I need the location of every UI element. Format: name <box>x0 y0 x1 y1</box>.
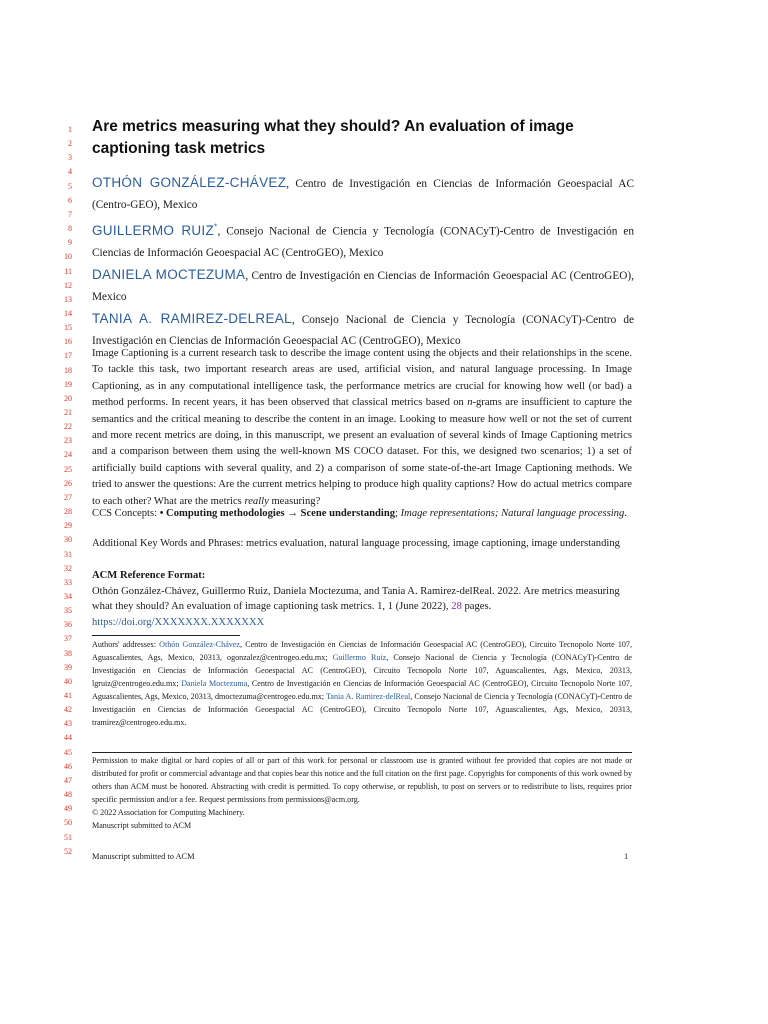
address-author-link[interactable]: Daniela Moctezuma <box>181 679 248 688</box>
page-count-link[interactable]: 28 <box>451 601 462 612</box>
line-number: 16 <box>64 337 72 347</box>
author-name: OTHÓN GONZÁLEZ-CHÁVEZ <box>92 175 287 190</box>
line-number: 25 <box>64 464 72 474</box>
line-number: 51 <box>64 832 72 842</box>
line-number: 5 <box>68 181 72 191</box>
line-number: 4 <box>68 167 72 177</box>
acm-reference <box>92 568 632 630</box>
author-affiliation: , Consejo Nacional de Ciencia y Tecnología (CONACyT)-Centro de Investigación en Ciencias de Información Geoespacial AC (CentroGEO), Mexico <box>92 225 634 259</box>
submitted-line: Manuscript submitted to ACM <box>92 821 192 830</box>
author-entry <box>92 172 634 216</box>
address-text: , Consejo Nacional de Ciencia y Tecnología (CONACyT)-Centro de Investigación en Ciencias de Información Geoespacial AC (CentroGEO), Circuito Tecnopolo Norte 107, Aguascalientes, Ags, Mexico, 20313, lgruiz@centrogeo.edu.mx; <box>92 653 633 688</box>
line-number: 15 <box>64 323 72 333</box>
addresses-prefix: Authors' addresses: <box>92 640 160 649</box>
author-name: TANIA A. RAMIREZ-DELREAL <box>92 310 292 326</box>
author-affiliation: , Consejo Nacional de Ciencia y Tecnología (CONACyT)-Centro de Investigación en Ciencias de Información Geoespacial AC (CentroGEO), Mexico <box>92 313 634 347</box>
permission-notice <box>92 754 632 832</box>
line-number: 24 <box>64 450 72 460</box>
addresses-rule <box>92 635 240 636</box>
acm-reference-text: Othón González-Chávez, Guillermo Ruiz, Daniela Moctezuma, and Tania A. Ramirez-delReal. 2022. Are metrics measuring what they should? An evaluation of image captioning task metrics. 1, 1 (June 2022), <box>92 585 620 612</box>
line-number: 52 <box>64 846 72 856</box>
ccs-end: . <box>624 508 627 519</box>
line-number: 2 <box>68 139 72 149</box>
line-number: 43 <box>64 719 72 729</box>
author-affiliation: , Centro de Investigación en Ciencias de Información Geoespacial AC (Centro-GEO), Mexico <box>92 178 634 211</box>
line-number: 30 <box>64 535 72 545</box>
acm-reference-heading: ACM Reference Format: <box>92 570 206 581</box>
corresponding-mark: * <box>214 222 218 231</box>
line-number: 39 <box>64 662 72 672</box>
abstract-text: -grams are insufficient to capture the semantics and the critical meaning to describe the content in an image. Looking to measure how well or not the set of current and more recent metrics are doing, in this manuscript, we present an evaluation of several kinds of Image Captioning metrics and a comparison between them using the well-known MS COCO dataset. For this, we designed two scenarios; 1) a set of artificially build captions with several quality, and 2) a comparison of some state-of-the-art Image Captioning methods. We tried to answer the questions: Are the current metrics helping to produce high quality captions? How do actual metrics compare to each other? What are the metrics <box>92 397 632 507</box>
line-number: 35 <box>64 606 72 616</box>
pages-word: pages. <box>461 601 492 612</box>
address-author-link[interactable]: Othón González-Chávez <box>159 640 241 649</box>
line-number: 19 <box>64 379 72 389</box>
line-number: 12 <box>64 280 72 290</box>
line-number: 17 <box>64 351 72 361</box>
line-number: 31 <box>64 549 72 559</box>
ccs-separator: ; <box>395 508 401 519</box>
permission-text: Permission to make digital or hard copies of all or part of this work for personal or classroom use is granted without fee provided that copies are not made or distributed for profit or commercial advantage and that copies bear this notice and the full citation on the first page. Copyrights for components of this work owned by others than ACM must be honored. Abstracting with credit is permitted. To copy otherwise, or republish, to post on servers or to redistribute to lists, requires prior specific permission and/or a fee. Request permissions from permissions@acm.org. <box>92 756 632 804</box>
author-name: DANIELA MOCTEZUMA <box>92 266 246 282</box>
author-affiliation: , Centro de Investigación en Ciencias de Información Geoespacial AC (CentroGEO), Mexico <box>92 269 634 303</box>
acm-reference-body <box>92 584 632 631</box>
line-number: 34 <box>64 591 72 601</box>
permission-rule <box>92 752 632 753</box>
author-entry <box>92 216 634 264</box>
line-number: 21 <box>64 408 72 417</box>
author-entry <box>92 308 634 352</box>
line-number: 50 <box>64 818 72 828</box>
address-author-link[interactable]: Tania A. Ramirez-delReal <box>326 692 411 701</box>
line-number: 46 <box>64 761 72 771</box>
line-number: 47 <box>64 775 72 785</box>
line-number: 23 <box>64 436 72 446</box>
line-number: 10 <box>64 252 72 262</box>
copyright-line: © 2022 Association for Computing Machinery. <box>92 808 245 817</box>
footer-left: Manuscript submitted to ACM <box>92 852 195 861</box>
keywords: Additional Key Words and Phrases: metrics evaluation, natural language processing, image captioning, image understanding <box>92 538 620 549</box>
line-number: 3 <box>68 153 72 163</box>
line-number: 8 <box>68 224 72 234</box>
line-number: 7 <box>68 209 72 219</box>
line-number: 13 <box>64 294 72 304</box>
line-number: 36 <box>64 620 72 630</box>
line-number: 38 <box>64 648 72 658</box>
abstract-italic: n <box>467 397 473 409</box>
line-number: 6 <box>68 195 72 205</box>
line-number: 26 <box>64 478 72 488</box>
line-number: 49 <box>64 804 72 814</box>
line-number: 48 <box>64 790 72 800</box>
address-text: , Centro de Investigación en Ciencias de Información Geoespacial AC (CentroGEO), Circuito Tecnopolo Norte 107, Aguascalientes, Ags, Mexico, 20313, dmoctezuma@centrogeo.edu.mx; <box>92 679 632 701</box>
author-addresses <box>92 638 632 729</box>
abstract-text: Image Captioning is a current research task to describe the image content using the objects and their relationships in the scene. To tackle this task, two important research areas are used, artificial vision, and natural language processing. In Image Captioning, as in any computational intelligence task, the performance metrics are crucial for knowing how well (or bad) a method performs. In recent years, it has been observed that classical metrics based on <box>92 348 632 409</box>
page-number: 1 <box>624 852 629 861</box>
line-number: 9 <box>68 238 72 248</box>
abstract-text: measuring? <box>268 495 321 507</box>
address-text: , Centro de Investigación en Ciencias de Información Geoespacial AC (CentroGEO), Circuito Tecnopolo Norte 107, Aguascalientes, Ags, Mexico, 20313, ogonzalez@centrogeo.edu.mx; <box>92 640 632 662</box>
author-entry <box>92 264 634 308</box>
line-number: 32 <box>64 563 72 573</box>
author-list <box>92 172 634 352</box>
line-number: 18 <box>64 365 72 375</box>
author-name <box>92 223 217 238</box>
line-number: 45 <box>64 747 72 757</box>
line-number: 20 <box>64 393 72 403</box>
line-number: 33 <box>64 577 72 587</box>
ccs-label: CCS Concepts: <box>92 508 160 519</box>
ccs-primary: • Computing methodologies → Scene understanding <box>159 508 396 519</box>
line-number: 41 <box>64 691 72 700</box>
line-number: 11 <box>64 266 72 276</box>
line-number: 42 <box>64 705 72 715</box>
line-number: 22 <box>64 422 72 432</box>
doi-link[interactable]: https://doi.org/XXXXXXX.XXXXXXX <box>92 616 265 628</box>
line-number: 44 <box>64 733 72 743</box>
line-number: 37 <box>64 634 72 644</box>
line-number: 28 <box>64 507 72 517</box>
ccs-concepts <box>92 507 632 521</box>
address-text: , Consejo Nacional de Ciencia y Tecnología (CONACyT)-Centro de Investigación en Ciencias de Información Geoespacial AC (CentroGEO), Circuito Tecnopolo Norte 107, Aguascalientes, Ags, Mexico, 20313, tramirez@centrogeo.edu.mx. <box>92 692 632 727</box>
abstract-italic: really <box>244 495 269 507</box>
paper-title: Are metrics measuring what they should? An evaluation of image captioning task metrics <box>92 118 574 157</box>
abstract <box>92 346 632 510</box>
address-author-link[interactable]: Guillermo Ruiz <box>332 653 387 662</box>
line-number: 14 <box>64 308 72 318</box>
ccs-secondary: Image representations; Natural language processing <box>400 508 625 519</box>
line-number: 1 <box>68 125 72 134</box>
author-name-text: GUILLERMO RUIZ <box>92 222 215 238</box>
line-number: 29 <box>64 521 72 531</box>
line-number: 40 <box>64 676 72 686</box>
line-number: 27 <box>64 492 72 502</box>
